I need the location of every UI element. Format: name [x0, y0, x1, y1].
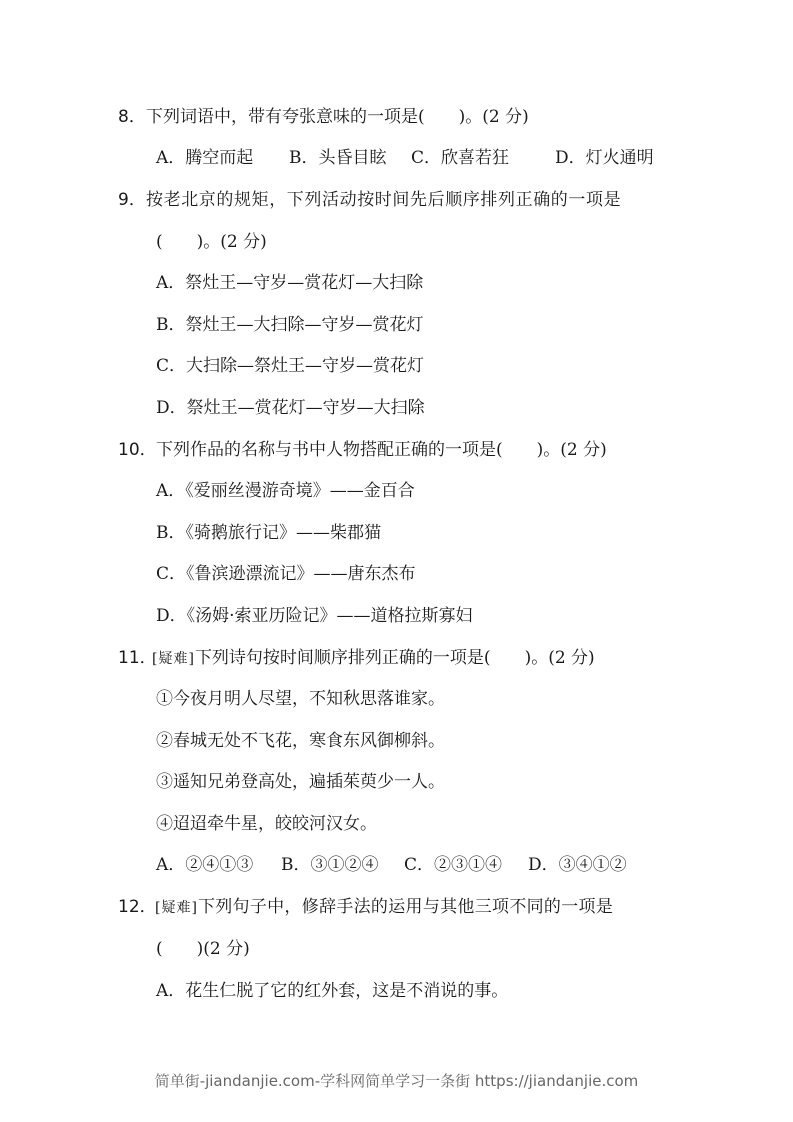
option-d: D．③④①② [528, 855, 627, 875]
option-a: A．腾空而起 [156, 148, 254, 168]
question-stem: 按老北京的规矩，下列活动按时间先后顺序排列正确的一项是 [146, 190, 622, 210]
poem-line: ③遥知兄弟登高处，遍插茱萸少一人。 [156, 772, 445, 792]
question-stem-continued: ( )(2 分) [156, 939, 250, 959]
question-number: 8． [118, 107, 146, 127]
question-number: 11． [118, 648, 157, 668]
question-number: 12． [118, 897, 157, 917]
difficulty-tag: [疑难] [152, 651, 195, 667]
option-d: D．祭灶王—赏花灯—守岁—大扫除 [156, 398, 425, 418]
question-number: 10． [118, 440, 157, 460]
question-stem-line [152, 647, 595, 670]
option-b: B．祭灶王—大扫除—守岁—赏花灯 [156, 315, 424, 335]
question-stem-continued: ( )。(2 分) [156, 232, 267, 252]
option-d: D．《汤姆·索亚历险记》——道格拉斯寡妇 [156, 606, 473, 626]
poem-line: ④迢迢牵牛星，皎皎河汉女。 [156, 814, 377, 834]
question-stem: 下列作品的名称与书中人物搭配正确的一项是( )。(2 分) [156, 440, 607, 460]
option-a: A．祭灶王—守岁—赏花灯—大扫除 [156, 273, 424, 293]
option-a: A．②④①③ [156, 855, 254, 875]
question-stem-line [155, 896, 613, 919]
difficulty-tag: [疑难] [155, 900, 198, 916]
option-c: C．欣喜若狂 [411, 148, 510, 168]
option-b: B．头昏目眩 [289, 148, 387, 168]
option-a: A．《爱丽丝漫游奇境》——金百合 [156, 481, 415, 501]
option-d: D．灯火通明 [555, 148, 654, 168]
poem-line: ②春城无处不飞花，寒食东风御柳斜。 [156, 731, 445, 751]
option-a: A．花生仁脱了它的红外套，这是不消说的事。 [156, 981, 509, 1001]
question-stem: 下列词语中，带有夸张意味的一项是( )。(2 分) [146, 107, 529, 127]
option-b: B．③①②④ [281, 855, 379, 875]
question-stem: 下列诗句按时间顺序排列正确的一项是( )。(2 分) [194, 648, 595, 668]
option-c: C．《鲁滨逊漂流记》——唐东杰布 [156, 564, 416, 584]
question-stem: 下列句子中，修辞手法的运用与其他三项不同的一项是 [197, 897, 614, 917]
question-number: 9． [118, 190, 146, 210]
option-c: C．大扫除—祭灶王—守岁—赏花灯 [156, 356, 425, 376]
footer-watermark: 简单街-jiandanjie.com-学科网简单学习一条街 https://jiandanjie.com [154, 1072, 639, 1090]
poem-line: ①今夜月明人尽望，不知秋思落谁家。 [156, 689, 445, 709]
option-c: C．②③①④ [404, 855, 503, 875]
option-b: B．《骑鹅旅行记》——柴郡猫 [156, 523, 381, 543]
